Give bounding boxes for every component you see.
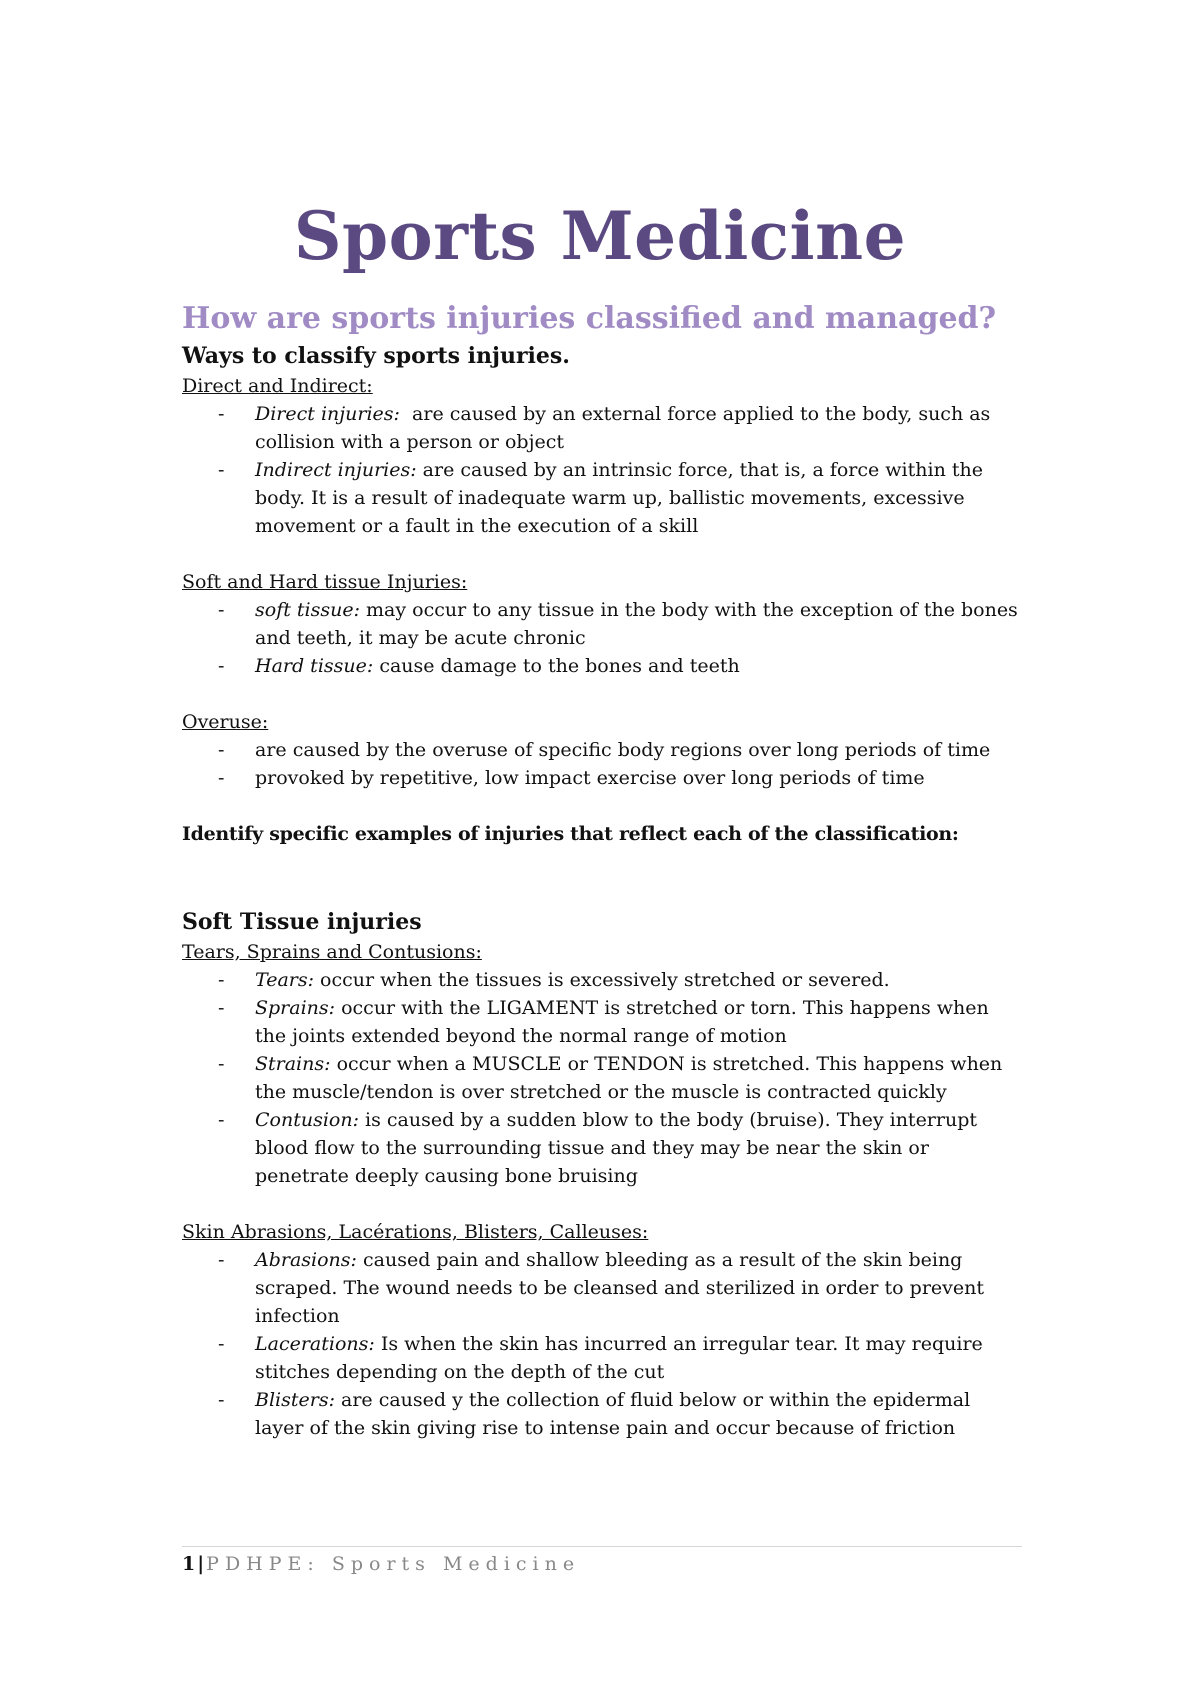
footer-divider [182, 1546, 1022, 1547]
dash-bullet: - [218, 599, 225, 621]
direct-indirect-label: Direct and Indirect: [182, 375, 373, 397]
item-text: are caused by an external force applied to the body, such as collision with a person or object [255, 403, 997, 453]
overuse-list [182, 736, 1022, 792]
dash-bullet: - [218, 655, 225, 677]
dash-bullet: - [218, 1109, 225, 1131]
list-item [182, 1246, 1022, 1330]
dash-bullet: - [218, 403, 225, 425]
item-term: Blisters: [255, 1389, 335, 1411]
classify-heading: Ways to classify sports injuries. [182, 343, 570, 369]
spacer [182, 848, 1022, 906]
item-text: may occur to any tissue in the body with the exception of the bones and teeth, it may be acute chronic [255, 599, 1018, 649]
skin-injuries-label: Skin Abrasions, Lacérations, Blisters, Calleuses: [182, 1221, 649, 1243]
dash-bullet: - [218, 767, 225, 789]
item-text: occur when a MUSCLE or TENDON is stretched. This happens when the muscle/tendon is over stretched or the muscle is contracted quickly [255, 1053, 1003, 1103]
item-text: cause damage to the bones and teeth [373, 655, 740, 677]
tears-sprains-list [182, 966, 1022, 1190]
dash-bullet: - [218, 1249, 225, 1271]
list-item [182, 1386, 1022, 1442]
list-item [182, 400, 1022, 456]
dash-bullet: - [218, 1053, 225, 1075]
list-item [182, 966, 1022, 994]
dash-bullet: - [218, 1389, 225, 1411]
overuse-label: Overuse: [182, 711, 269, 733]
item-text: Is when the skin has incurred an irregular tear. It may require stitches depending on the depth of the cut [255, 1333, 983, 1383]
item-term: Strains: [255, 1053, 331, 1075]
item-text: provoked by repetitive, low impact exercise over long periods of time [255, 767, 925, 789]
item-term: Hard tissue: [255, 655, 374, 677]
identify-examples-heading: Identify specific examples of injuries that reflect each of the classification: [182, 823, 959, 845]
skin-injuries-list [182, 1246, 1022, 1442]
list-item [182, 1106, 1022, 1190]
footer-separator: | [197, 1553, 205, 1575]
item-term: Sprains: [255, 997, 336, 1019]
soft-tissue-heading: Soft Tissue injuries [182, 909, 422, 935]
direct-indirect-list [182, 400, 1022, 540]
dash-bullet: - [218, 969, 225, 991]
soft-hard-list [182, 596, 1022, 680]
spacer [182, 680, 1022, 708]
document-body [182, 298, 1022, 1442]
list-item [182, 1330, 1022, 1386]
dash-bullet: - [218, 997, 225, 1019]
dash-bullet: - [218, 1333, 225, 1355]
list-item [182, 736, 1022, 764]
spacer [182, 792, 1022, 820]
list-item [182, 456, 1022, 540]
item-text: is caused by a sudden blow to the body (bruise). They interrupt blood flow to the surrounding tissue and they may be near the skin or penetrate deeply causing bone bruising [255, 1109, 978, 1187]
item-term: Direct injuries: [255, 403, 400, 425]
spacer [182, 1190, 1022, 1218]
item-term: soft tissue: [255, 599, 360, 621]
page-number: 1 [182, 1553, 196, 1575]
item-text: caused pain and shallow bleeding as a result of the skin being scraped. The wound needs to be cleansed and sterilized in order to prevent infection [255, 1249, 985, 1327]
item-text: are caused y the collection of fluid below or within the epidermal layer of the skin giving rise to intense pain and occur because of friction [255, 1389, 971, 1439]
item-text: are caused by an intrinsic force, that is, a force within the body. It is a result of inadequate warm up, ballistic movements, excessive movement or a fault in the execution of a skill [255, 459, 983, 537]
item-term: Lacerations: [255, 1333, 375, 1355]
footer-text: PDHPE: Sports Medicine [206, 1553, 581, 1575]
page-title: Sports Medicine [293, 197, 907, 275]
spacer [182, 540, 1022, 568]
item-term: Contusion: [255, 1109, 359, 1131]
list-item [182, 652, 1022, 680]
item-text: occur with the LIGAMENT is stretched or torn. This happens when the joints extended beyond the normal range of motion [255, 997, 989, 1047]
list-item [182, 764, 1022, 792]
dash-bullet: - [218, 739, 225, 761]
tears-sprains-label: Tears, Sprains and Contusions: [182, 941, 482, 963]
soft-hard-label: Soft and Hard tissue Injuries: [182, 571, 468, 593]
item-term: Abrasions: [255, 1249, 357, 1271]
item-text: occur when the tissues is excessively stretched or severed. [314, 969, 890, 991]
item-term: Tears: [255, 969, 315, 991]
item-text: are caused by the overuse of specific body regions over long periods of time [255, 739, 991, 761]
main-question-heading: How are sports injuries classified and managed? [182, 301, 997, 336]
list-item [182, 994, 1022, 1050]
list-item [182, 1050, 1022, 1106]
page-footer [182, 1550, 580, 1578]
item-term: Indirect injuries: [255, 459, 417, 481]
dash-bullet: - [218, 459, 225, 481]
list-item [182, 596, 1022, 652]
